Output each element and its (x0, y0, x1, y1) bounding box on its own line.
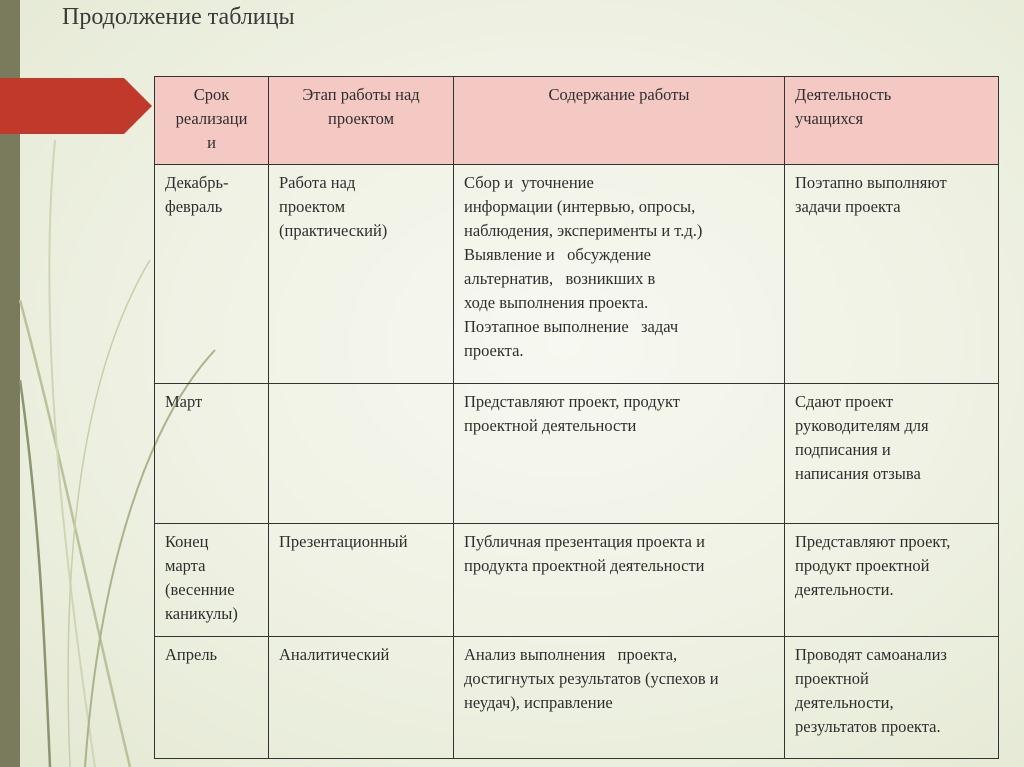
cell-content: Анализ выполнения проекта, достигнутых результатов (успехов и неудач), исправление (454, 637, 785, 759)
cell-content: Сбор и уточнение информации (интервью, опросы, наблюдения, эксперименты и т.д.) Выявление и обсуждение альтернатив, возникших в ходе выполнения проекта. Поэтапное выполнение задач проекта. (454, 165, 785, 384)
table-header-row (155, 77, 999, 165)
header-students: Деятельность учащихся (785, 77, 999, 165)
table-row (155, 384, 999, 524)
header-content: Содержание работы (454, 77, 785, 165)
cell-students: Сдают проект руководителям для подписания и написания отзыва (785, 384, 999, 524)
project-schedule-table (154, 76, 999, 759)
header-period: Срок реализаци и (155, 77, 269, 165)
cell-period: Конец марта (весенние каникулы) (155, 524, 269, 637)
cell-period: Апрель (155, 637, 269, 759)
cell-students: Поэтапно выполняют задачи проекта (785, 165, 999, 384)
cell-period: Декабрь- февраль (155, 165, 269, 384)
cell-stage: Работа над проектом (практический) (269, 165, 454, 384)
slide-title: Продолжение таблицы (62, 4, 295, 30)
cell-period: Март (155, 384, 269, 524)
header-stage: Этап работы над проектом (269, 77, 454, 165)
cell-students: Представляют проект, продукт проектной деятельности. (785, 524, 999, 637)
cell-stage (269, 384, 454, 524)
cell-stage: Аналитический (269, 637, 454, 759)
cell-content: Представляют проект, продукт проектной деятельности (454, 384, 785, 524)
arrow-marker (0, 78, 152, 134)
table-row (155, 524, 999, 637)
table-row (155, 637, 999, 759)
cell-students: Проводят самоанализ проектной деятельности, результатов проекта. (785, 637, 999, 759)
table-row (155, 165, 999, 384)
cell-stage: Презентационный (269, 524, 454, 637)
cell-content: Публичная презентация проекта и продукта проектной деятельности (454, 524, 785, 637)
